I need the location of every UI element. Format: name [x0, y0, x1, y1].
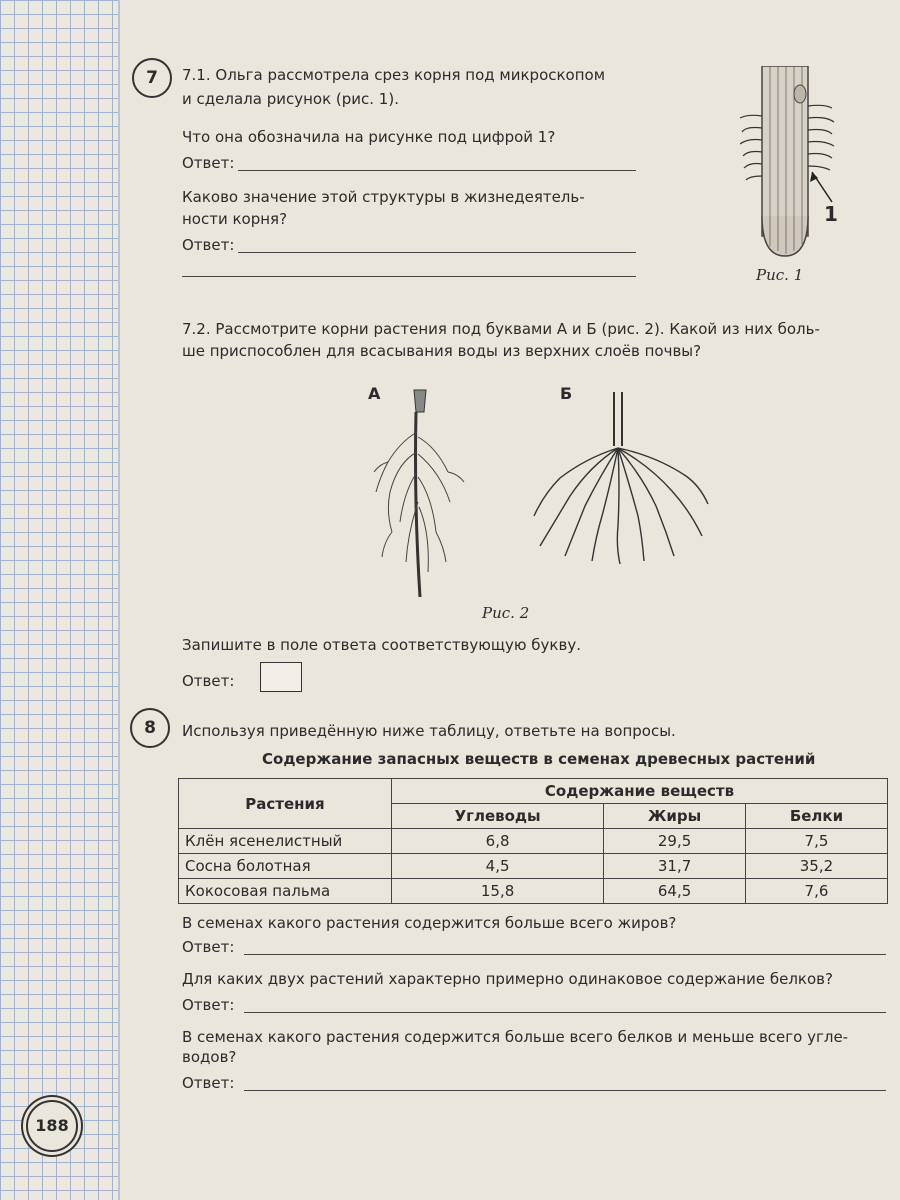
q71-meaning-answer-label: Ответ:	[182, 236, 235, 254]
task-8-number: 8	[130, 708, 170, 748]
proteins-value: 35,2	[745, 854, 887, 879]
fats-value: 31,7	[604, 854, 746, 879]
table-row	[179, 879, 888, 904]
task8-q1-answer-label: Ответ:	[182, 938, 235, 956]
table-title: Содержание запасных веществ в семенах древесных растений	[262, 750, 816, 768]
fig1-caption: Рис. 1	[756, 266, 804, 284]
table-row	[179, 854, 888, 879]
header-proteins: Белки	[745, 804, 887, 829]
proteins-value: 7,5	[745, 829, 887, 854]
fibrous-root-figure-b	[530, 386, 710, 566]
q71-answer-line[interactable]	[238, 170, 636, 171]
header-fats: Жиры	[604, 804, 746, 829]
table-row	[179, 829, 888, 854]
q71-meaning-answer-line2[interactable]	[182, 276, 636, 277]
q72-text-line2: ше приспособлен для всасывания воды из верхних слоёв почвы?	[182, 342, 702, 360]
task8-q3-line1: В семенах какого растения содержится больше всего белков и меньше всего угле-	[182, 1028, 849, 1046]
task8-intro: Используя приведённую ниже таблицу, ответьте на вопросы.	[182, 722, 676, 740]
q71-answer-label: Ответ:	[182, 154, 235, 172]
q71-meaning-line2: ности корня?	[182, 210, 288, 228]
task8-q3-answer-line[interactable]	[244, 1090, 886, 1091]
plant-name: Кокосовая пальма	[179, 879, 392, 904]
carbs-value: 6,8	[392, 829, 604, 854]
taproot-figure-a	[370, 382, 470, 602]
seed-substances-table	[178, 778, 888, 904]
root-a-label: А	[368, 384, 381, 403]
task-7-number: 7	[132, 58, 172, 98]
q71-meaning-line1: Каково значение этой структуры в жизнедеятель-	[182, 188, 585, 206]
header-plants: Растения	[179, 779, 392, 829]
task8-q2: Для каких двух растений характерно примерно одинаковое содержание белков?	[182, 970, 833, 988]
task8-q2-answer-line[interactable]	[244, 1012, 886, 1013]
carbs-value: 4,5	[392, 854, 604, 879]
page-number: 188	[26, 1100, 78, 1152]
fats-value: 29,5	[604, 829, 746, 854]
carbs-value: 15,8	[392, 879, 604, 904]
page-content	[120, 0, 900, 1200]
task8-q1: В семенах какого растения содержится больше всего жиров?	[182, 914, 677, 932]
q72-answer-label: Ответ:	[182, 672, 235, 690]
root-section-figure	[740, 66, 850, 266]
q72-answer-box[interactable]	[260, 662, 302, 692]
fats-value: 64,5	[604, 879, 746, 904]
q71-meaning-answer-line[interactable]	[238, 252, 636, 253]
graph-paper-margin	[0, 0, 118, 1200]
q72-text-line1: 7.2. Рассмотрите корни растения под буквами А и Б (рис. 2). Какой из них боль-	[182, 320, 820, 338]
task8-q3-answer-label: Ответ:	[182, 1074, 235, 1092]
fig2-caption: Рис. 2	[482, 604, 530, 622]
proteins-value: 7,6	[745, 879, 887, 904]
task8-q1-answer-line[interactable]	[244, 954, 886, 955]
root-b-label: Б	[560, 384, 573, 403]
plant-name: Клён ясенелистный	[179, 829, 392, 854]
q71-text-line1: 7.1. Ольга рассмотрела срез корня под микроскопом	[182, 66, 606, 84]
task8-q2-answer-label: Ответ:	[182, 996, 235, 1014]
task8-q3-line2: водов?	[182, 1048, 237, 1066]
fig1-label-1: 1	[824, 202, 838, 226]
header-content: Содержание веществ	[392, 779, 888, 804]
header-carbs: Углеводы	[392, 804, 604, 829]
q71-question: Что она обозначила на рисунке под цифрой 1?	[182, 128, 556, 146]
plant-name: Сосна болотная	[179, 854, 392, 879]
write-letter-instruction: Запишите в поле ответа соответствующую букву.	[182, 636, 581, 654]
q71-text-line2: и сделала рисунок (рис. 1).	[182, 90, 399, 108]
